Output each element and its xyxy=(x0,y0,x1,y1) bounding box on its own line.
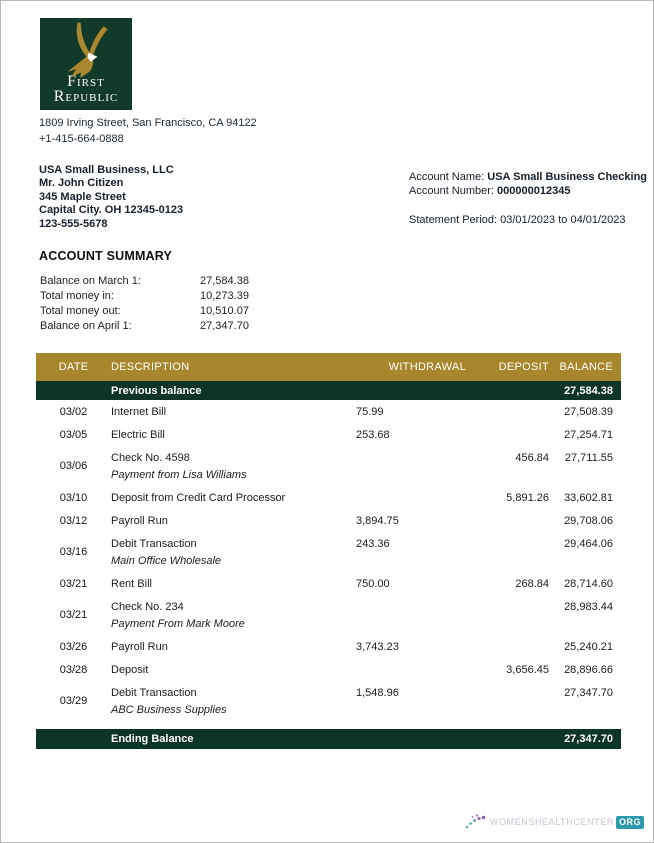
customer-phone: 123-555-5678 xyxy=(39,217,108,230)
txn-deposit: 3,656.45 xyxy=(506,663,549,676)
summary-value: 10,510.07 xyxy=(200,304,249,317)
txn-description-note: Main Office Wholesale xyxy=(111,554,222,567)
previous-balance-label: Previous balance xyxy=(111,384,202,397)
bank-logo xyxy=(40,18,132,110)
txn-description-main: Check No. 4598 xyxy=(111,451,190,464)
txn-balance: 25,240.21 xyxy=(564,640,613,653)
summary-value: 10,273.39 xyxy=(200,289,249,302)
txn-description-main: Payroll Run xyxy=(111,514,168,527)
txn-balance: 28,896.66 xyxy=(564,663,613,676)
summary-value: 27,347.70 xyxy=(200,319,249,332)
account-summary-title: ACCOUNT SUMMARY xyxy=(39,249,173,263)
logo-republic: Republic xyxy=(53,88,119,105)
transaction-row xyxy=(36,486,621,509)
customer-name: Mr. John Citizen xyxy=(39,177,124,190)
txn-description-main: Debit Transaction xyxy=(111,686,197,699)
watermark-dots-icon xyxy=(464,813,488,831)
txn-deposit xyxy=(466,405,553,419)
txn-withdrawal: 1,548.96 xyxy=(356,686,399,699)
watermark xyxy=(464,813,644,831)
account-name-value: USA Small Business Checking xyxy=(487,171,648,183)
txn-deposit xyxy=(466,428,553,442)
statement-period-label: Statement Period: xyxy=(409,214,501,226)
summary-label: Balance on April 1: xyxy=(40,319,132,332)
txn-deposit xyxy=(466,686,553,717)
account-name-row xyxy=(409,171,647,185)
transactions-table xyxy=(36,353,621,749)
txn-withdrawal: 253.68 xyxy=(356,428,390,441)
txn-withdrawal xyxy=(356,491,466,505)
txn-balance: 33,602.81 xyxy=(564,491,613,504)
transaction-row xyxy=(36,635,621,658)
txn-withdrawal xyxy=(356,451,466,482)
customer-address-block xyxy=(39,164,183,231)
txn-date: 03/16 xyxy=(59,546,88,558)
ending-balance-row xyxy=(36,729,621,749)
txn-description xyxy=(111,514,356,528)
ending-balance-value: 27,347.70 xyxy=(564,733,613,745)
transaction-row xyxy=(36,423,621,446)
txn-description-main: Debit Transaction xyxy=(111,537,197,550)
header-description: DESCRIPTION xyxy=(111,361,190,373)
summary-label: Balance on March 1: xyxy=(40,274,141,287)
txn-date: 03/05 xyxy=(59,428,88,441)
account-number-value: 000000012345 xyxy=(497,184,571,197)
txn-description-main: Electric Bill xyxy=(111,428,165,441)
summary-label: Total money out: xyxy=(40,304,121,317)
txn-date: 03/02 xyxy=(59,405,88,418)
txn-balance: 28,714.60 xyxy=(564,577,613,590)
txn-date: 03/21 xyxy=(59,577,88,590)
txn-withdrawal: 750.00 xyxy=(356,577,390,590)
txn-date: 03/21 xyxy=(59,609,88,621)
txn-description xyxy=(111,451,356,482)
txn-balance: 28,983.44 xyxy=(564,600,613,613)
txn-deposit xyxy=(466,537,553,568)
txn-description xyxy=(111,663,356,677)
txn-withdrawal: 3,743.23 xyxy=(356,640,399,653)
txn-balance: 27,711.55 xyxy=(564,451,613,464)
bank-street-address: 1809 Irving Street, San Francisco, CA 94122 xyxy=(39,117,257,129)
txn-date: 03/28 xyxy=(59,663,88,676)
account-number-row xyxy=(409,185,647,199)
txn-balance: 27,347.70 xyxy=(564,686,613,699)
bank-logo-wordmark xyxy=(54,74,119,104)
watermark-text: WOMENSHEALTHCENTER xyxy=(489,817,614,827)
summary-row xyxy=(40,273,249,288)
txn-balance: 29,464.06 xyxy=(564,537,613,550)
bank-phone: +1-415-664-0888 xyxy=(39,133,124,145)
txn-balance: 27,254.71 xyxy=(564,428,613,441)
summary-label: Total money in: xyxy=(40,289,114,302)
txn-date: 03/06 xyxy=(59,460,88,472)
ending-balance-label: Ending Balance xyxy=(111,733,194,745)
summary-value: 27,584.38 xyxy=(200,274,249,287)
txn-description-main: Deposit from Credit Card Processor xyxy=(111,491,286,504)
transactions-header-row xyxy=(36,353,621,381)
txn-withdrawal xyxy=(356,663,466,677)
header-deposit: DEPOSIT xyxy=(498,361,549,373)
account-info-block xyxy=(409,171,647,228)
txn-description-main: Rent Bill xyxy=(111,577,152,590)
header-date: DATE xyxy=(58,361,89,373)
txn-deposit xyxy=(466,640,553,654)
logo-first: First xyxy=(67,73,105,90)
txn-withdrawal: 3,894.75 xyxy=(356,514,399,527)
statement-period-row xyxy=(409,214,647,228)
summary-row xyxy=(40,318,249,333)
txn-description-main: Payroll Run xyxy=(111,640,168,653)
txn-description xyxy=(111,428,356,442)
statement-period-value: 03/01/2023 to 04/01/2023 xyxy=(500,214,626,226)
account-summary-table xyxy=(40,273,249,333)
txn-deposit: 268.84 xyxy=(515,577,549,590)
txn-description xyxy=(111,640,356,654)
transaction-row xyxy=(36,572,621,595)
previous-balance-row xyxy=(36,381,621,400)
txn-date: 03/29 xyxy=(59,695,88,707)
txn-description xyxy=(111,491,356,505)
transaction-row xyxy=(36,595,621,635)
header-balance: BALANCE xyxy=(559,361,613,373)
transaction-row xyxy=(36,532,621,572)
txn-deposit: 5,891.26 xyxy=(506,491,549,504)
transaction-row xyxy=(36,400,621,423)
transaction-row xyxy=(36,446,621,486)
transaction-row xyxy=(36,681,621,721)
txn-date: 03/12 xyxy=(59,514,88,527)
transactions-body xyxy=(36,400,621,721)
txn-balance: 29,708.06 xyxy=(564,514,613,527)
txn-deposit: 456.84 xyxy=(515,451,549,464)
txn-date: 03/26 xyxy=(59,640,88,653)
customer-company: USA Small Business, LLC xyxy=(39,164,174,176)
transaction-row xyxy=(36,509,621,532)
previous-balance-value: 27,584.38 xyxy=(564,384,613,397)
watermark-org-badge: ORG xyxy=(616,816,644,829)
summary-row xyxy=(40,303,249,318)
txn-description xyxy=(111,577,356,591)
eagle-icon xyxy=(55,20,117,78)
txn-description xyxy=(111,686,356,717)
txn-deposit xyxy=(466,514,553,528)
txn-description xyxy=(111,537,356,568)
txn-description-note: Payment From Mark Moore xyxy=(111,617,245,630)
customer-street: 345 Maple Street xyxy=(39,190,126,203)
account-number-label: Account Number: xyxy=(409,184,498,197)
txn-deposit xyxy=(466,600,553,631)
summary-row xyxy=(40,288,249,303)
bank-address-block xyxy=(39,115,257,147)
txn-date: 03/10 xyxy=(59,491,88,504)
txn-description-note: ABC Business Supplies xyxy=(111,703,227,716)
txn-withdrawal: 243.36 xyxy=(356,537,390,550)
transaction-row xyxy=(36,658,621,681)
txn-description-main: Check No. 234 xyxy=(111,600,184,613)
txn-description-note: Payment from Lisa Williams xyxy=(111,468,247,481)
txn-withdrawal xyxy=(356,600,466,631)
txn-balance: 27,508.39 xyxy=(564,405,613,418)
txn-description-main: Deposit xyxy=(111,663,149,676)
txn-withdrawal: 75.99 xyxy=(356,405,384,418)
txn-description xyxy=(111,405,356,419)
header-withdrawal: WITHDRAWAL xyxy=(388,361,466,373)
txn-description xyxy=(111,600,356,631)
txn-description-main: Internet Bill xyxy=(111,405,167,418)
account-name-label: Account Name: xyxy=(409,171,488,183)
customer-city: Capital City. OH 12345-0123 xyxy=(39,204,184,217)
